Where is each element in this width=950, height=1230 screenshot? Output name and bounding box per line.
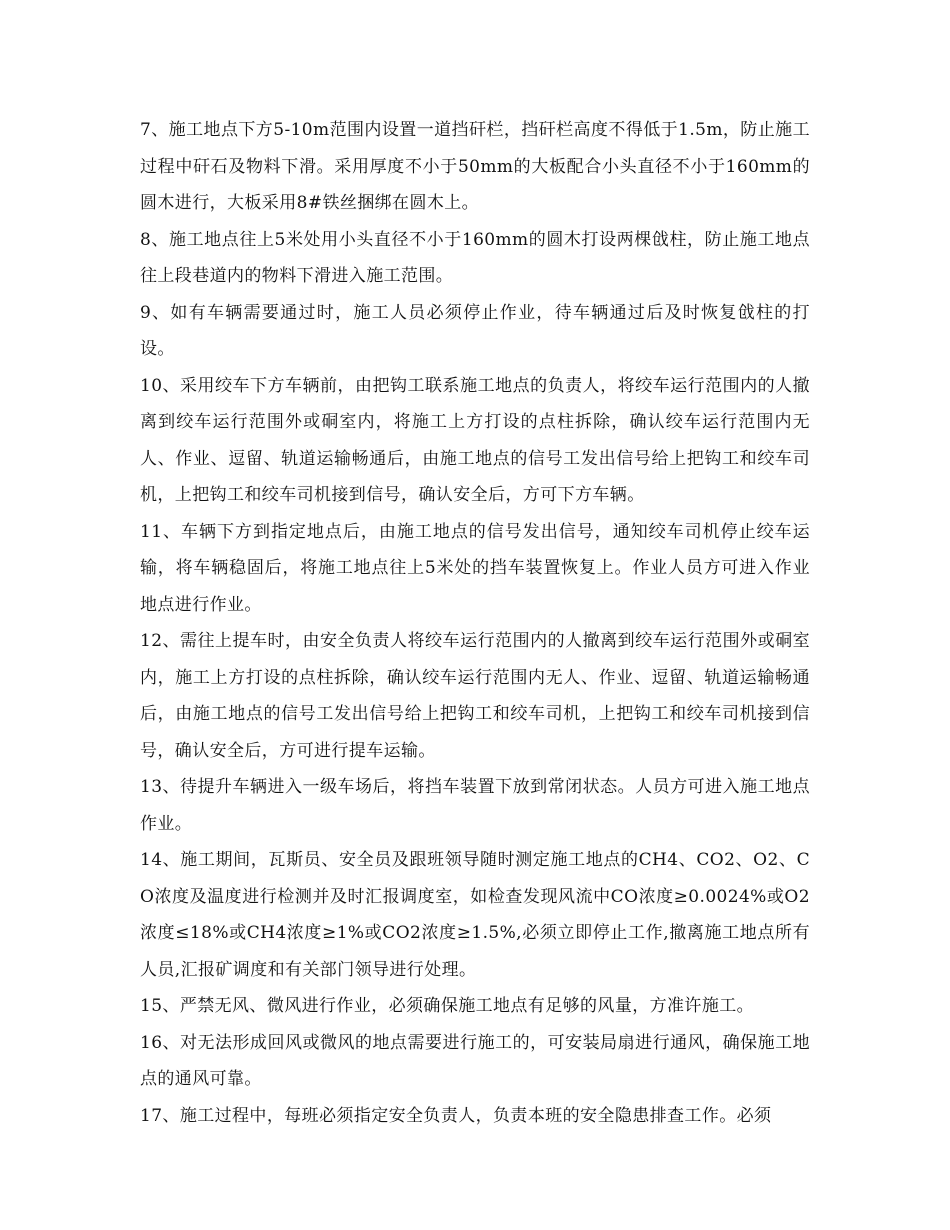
paragraph-item-7: 7、施工地点下方5-10m范围内设置一道挡矸栏，挡矸栏高度不得低于1.5m，防止施工过程中矸石及物料下滑。采用厚度不小于50mm的大板配合小头直径不小于160mm的圆木进行，大板采用8#铁丝捆绑在圆木上。 (140, 120, 810, 213)
document-body (140, 112, 810, 1134)
paragraph-item-9: 9、如有车辆需要通过时，施工人员必须停止作业，待车辆通过后及时恢复戗柱的打设。 (140, 302, 810, 359)
paragraph-item-15: 15、严禁无风、微风进行作业，必须确保施工地点有足够的风量，方准许施工。 (140, 996, 755, 1016)
paragraph-item-10: 10、采用绞车下方车辆前，由把钩工联系施工地点的负责人，将绞车运行范围内的人撤离到绞车运行范围外或硐室内，将施工上方打设的点柱拆除，确认绞车运行范围内无人、作业、逗留、轨道运输畅通后，由施工地点的信号工发出信号给上把钩工和绞车司机，上把钩工和绞车司机接到信号，确认安全后，方可下方车辆。 (140, 375, 810, 505)
paragraph-item-14: 14、施工期间，瓦斯员、安全员及跟班领导随时测定施工地点的CH4、CO2、O2、CO浓度及温度进行检测并及时汇报调度室，如检查发现风流中CO浓度≥0.0024%或O2浓度≤18%或CH4浓度≥1%或CO2浓度≥1.5%,必须立即停止工作,撤离施工地点所有人员,汇报矿调度和有关部门领导进行处理。 (140, 850, 810, 980)
paragraph-item-13: 13、待提升车辆进入一级车场后，将挡车装置下放到常闭状态。人员方可进入施工地点作业。 (140, 777, 810, 834)
paragraph-item-12: 12、需往上提车时，由安全负责人将绞车运行范围内的人撤离到绞车运行范围外或硐室内，施工上方打设的点柱拆除，确认绞车运行范围内无人、作业、逗留、轨道运输畅通后，由施工地点的信号工发出信号给上把钩工和绞车司机，上把钩工和绞车司机接到信号，确认安全后，方可进行提车运输。 (140, 631, 810, 761)
paragraph-item-17: 17、施工过程中，每班必须指定安全负责人，负责本班的安全隐患排查工作。必须 (140, 1105, 772, 1126)
paragraph-item-8: 8、施工地点往上5米处用小头直径不小于160mm的圆木打设两棵戗柱，防止施工地点往上段巷道内的物料下滑进入施工范围。 (140, 229, 810, 286)
paragraph-item-16: 16、对无法形成回风或微风的地点需要进行施工的，可安装局扇进行通风，确保施工地点的通风可靠。 (140, 1032, 810, 1089)
paragraph-item-11: 11、车辆下方到指定地点后，由施工地点的信号发出信号，通知绞车司机停止绞车运输，将车辆稳固后，将施工地点往上5米处的挡车装置恢复上。作业人员方可进入作业地点进行作业。 (140, 521, 810, 615)
